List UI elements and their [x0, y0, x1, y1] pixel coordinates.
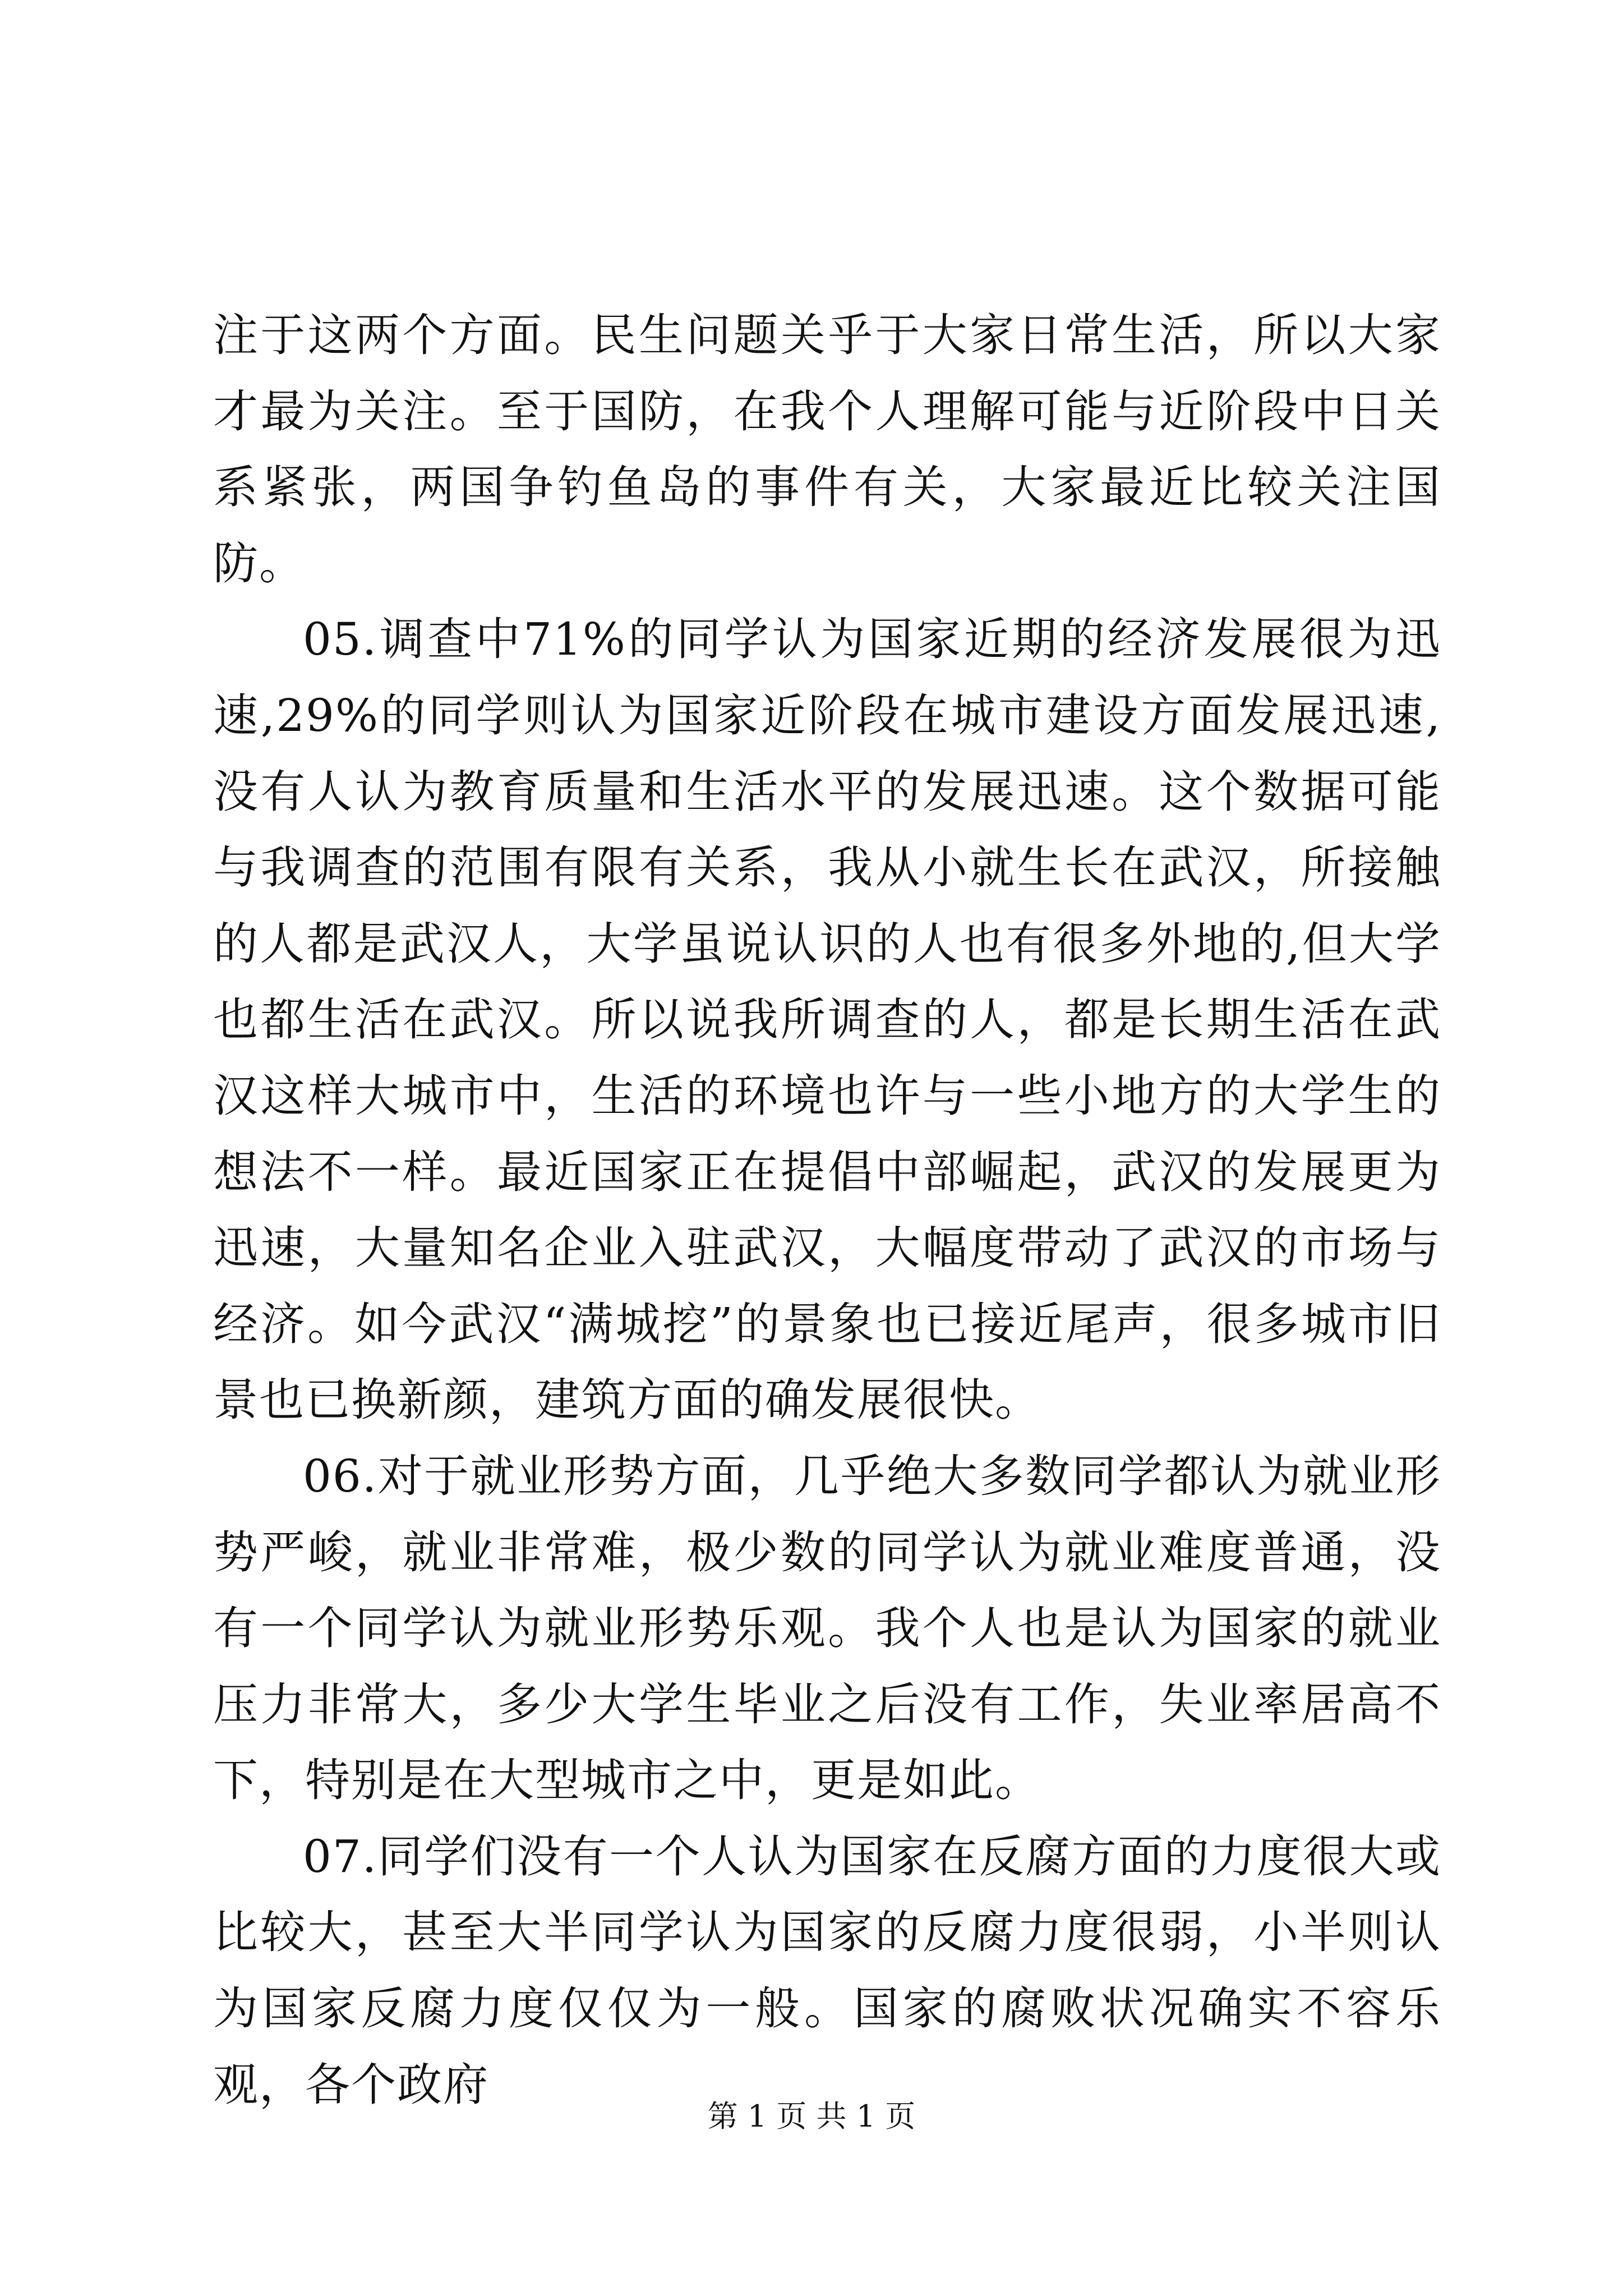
paragraph-item-05: 05.调查中71%的同学认为国家近期的经济发展很为迅速,29%的同学则认为国家近阶段在城市建设方面发展迅速,没有人认为教育质量和生活水平的发展迅速。这个数据可能与我调查的范围有限有关系，我从小就生长在武汉，所接触的人都是武汉人，大学虽说认识的人也有很多外地的,但大学也都生活在武汉。所以说我所调查的人，都是长期生活在武汉这样大城市中，生活的环境也许与一些小地方的大学生的想法不一样。最近国家正在提倡中部崛起，武汉的发展更为迅速，大量知名企业入驻武汉，大幅度带动了武汉的市场与经济。如今武汉“满城挖”的景象也已接近尾声，很多城市旧景也已换新颜，建筑方面的确发展很快。 — [213, 613, 1441, 1427]
page-footer: 第 1 页 共 1 页 — [707, 2099, 916, 2134]
paragraph-item-07: 07.同学们没有一个人认为国家在反腐方面的力度很大或比较大，甚至大半同学认为国家的反腐力度很弱，小半则认为国家反腐力度仅仅为一般。国家的腐败状况确实不容乐观，各个政府 — [213, 1830, 1441, 2111]
paragraph-continuation: 注于这两个方面。民生问题关乎于大家日常生活，所以大家才最为关注。至于国防，在我个人理解可能与近阶段中日关系紧张，两国争钓鱼岛的事件有关，大家最近比较关注国防。 — [213, 309, 1441, 590]
document-body — [213, 297, 1441, 2123]
paragraph-item-06: 06.对于就业形势方面，几乎绝大多数同学都认为就业形势严峻，就业非常难，极少数的同学认为就业难度普通，没有一个同学认为就业形势乐观。我个人也是认为国家的就业压力非常大，多少大学生毕业之后没有工作，失业率居高不下，特别是在大型城市之中，更是如此。 — [213, 1450, 1441, 1807]
